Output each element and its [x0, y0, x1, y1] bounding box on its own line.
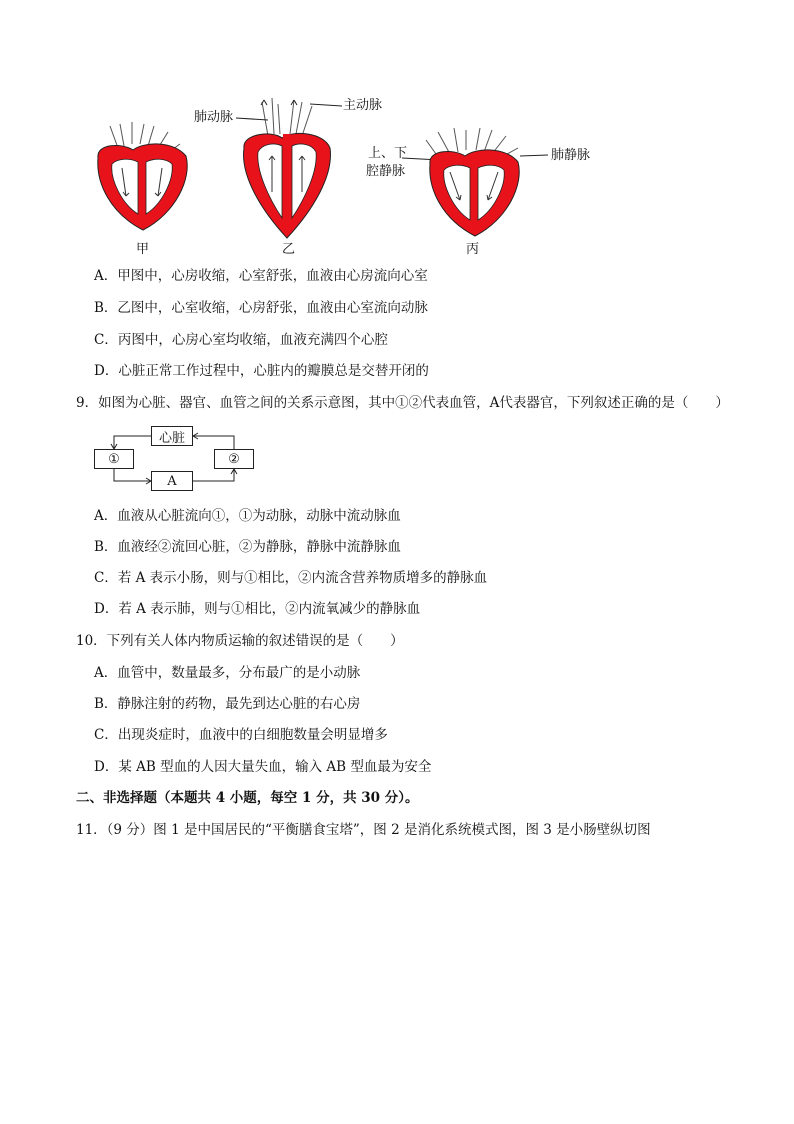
section-heading: 二、非选择题（本题共 4 小题，每空 1 分，共 30 分）。: [76, 790, 419, 806]
q8-option-d: D．心脏正常工作过程中，心脏内的瓣膜总是交替开闭的: [94, 363, 429, 379]
label-vena-cava-line2: 腔静脉: [366, 164, 406, 179]
label-vena-cava-line1: 上、下: [368, 146, 408, 161]
label-aorta: 主动脉: [343, 98, 383, 113]
q10-option-b: B．静脉注射的药物，最先到达心脏的右心房: [94, 696, 361, 712]
q10-option-a: A．血管中，数量最多，分布最广的是小动脉: [94, 665, 361, 681]
q10-option-c: C．出现炎症时，血液中的白细胞数量会明显增多: [94, 727, 388, 743]
q9-option-c: C．若 A 表示小肠，则与①相比，②内流含营养物质增多的静脉血: [94, 570, 488, 586]
caption-bing: 丙: [466, 242, 480, 257]
q8-option-a: A．甲图中，心房收缩，心室舒张，血液由心房流向心室: [94, 268, 428, 284]
diagram-box-heart: 心脏: [151, 426, 193, 446]
caption-jia: 甲: [136, 242, 150, 257]
q8-option-c: C．丙图中，心房心室均收缩，血液充满四个心腔: [94, 332, 388, 348]
diagram-box-vessel-1: ①: [94, 449, 134, 469]
diagram-box-organ-a: A: [151, 471, 193, 491]
label-pulmonary-vein: 肺静脉: [551, 148, 591, 163]
q9-option-d: D．若 A 表示肺，则与①相比，②内流氧减少的静脉血: [94, 601, 421, 617]
q9-option-a: A．血液从心脏流向①，①为动脉，动脉中流动脉血: [94, 508, 401, 524]
q8-option-b: B．乙图中，心室收缩，心房舒张，血液由心室流向动脉: [94, 300, 428, 316]
q9-stem: 9．如图为心脏、器官、血管之间的关系示意图，其中①②代表血管，A代表器官，下列叙述正确的是（ ）: [76, 395, 729, 411]
q10-stem: 10．下列有关人体内物质运输的叙述错误的是（ ）: [76, 633, 404, 649]
q11-stem: 11．（9 分）图 1 是中国居民的“平衡膳食宝塔”，图 2 是消化系统模式图，图 3 是小肠壁纵切图: [76, 822, 651, 838]
caption-yi: 乙: [282, 242, 296, 257]
diagram-box-vessel-2: ②: [214, 449, 254, 469]
q10-option-d: D．某 AB 型血的人因大量失血，输入 AB 型血最为安全: [94, 759, 432, 775]
diagram-arrows: [0, 0, 794, 520]
q9-option-b: B．血液经②流回心脏，②为静脉，静脉中流静脉血: [94, 539, 401, 555]
label-pulmonary-artery: 肺动脉: [194, 110, 234, 125]
